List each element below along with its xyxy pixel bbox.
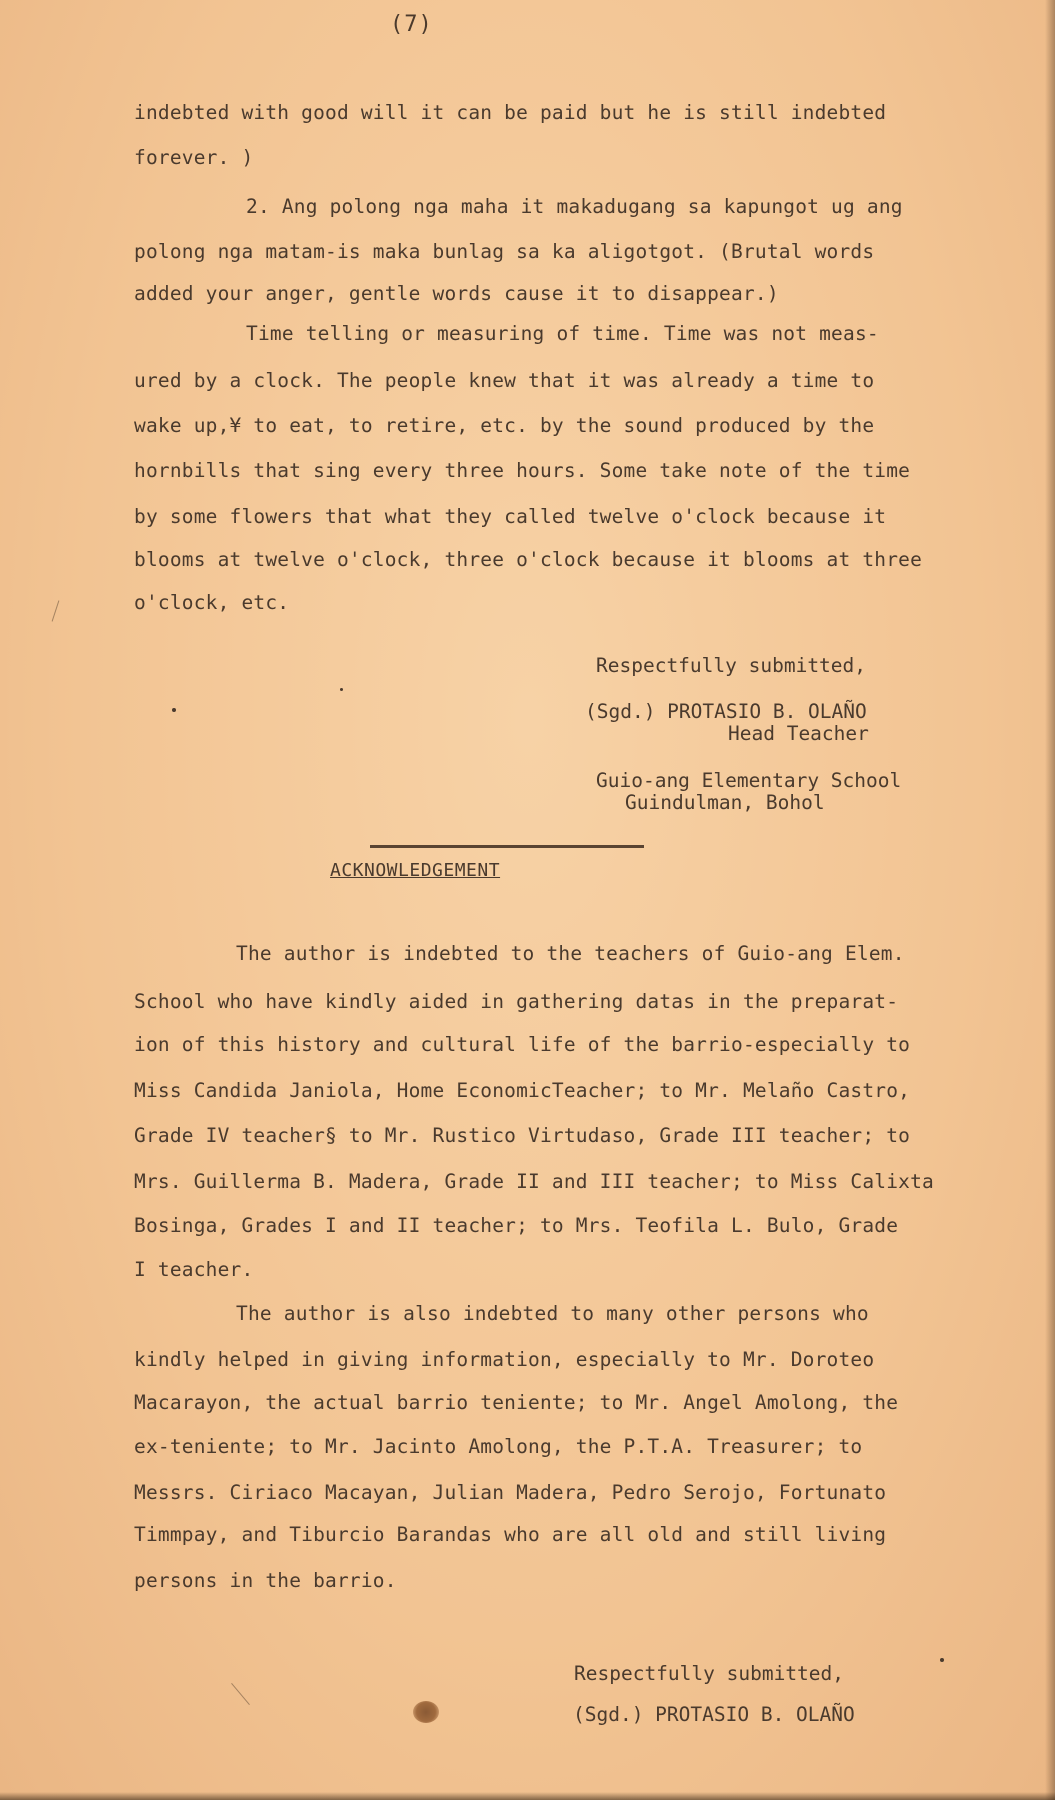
text-line: forever. ): [134, 146, 254, 169]
text-line: polong nga matam-is maka bunlag sa ka aligotgot. (Brutal words: [134, 240, 875, 263]
separator-rule: [370, 845, 644, 848]
signature-closing: Respectfully submitted,: [596, 654, 867, 677]
ink-speck: [340, 688, 343, 691]
acknowledgement-heading: ACKNOWLEDGEMENT: [330, 860, 501, 881]
text-line: School who have kindly aided in gathering datas in the preparat-: [134, 990, 899, 1013]
text-line: Miss Candida Janiola, Home EconomicTeacher; to Mr. Melaño Castro,: [134, 1079, 911, 1102]
text-line: The author is also indebted to many other persons who: [236, 1302, 869, 1325]
text-line: wake up,¥ to eat, to retire, etc. by the sound produced by the: [134, 414, 875, 437]
text-line: Time telling or measuring of time. Time was not meas-: [246, 322, 879, 345]
ink-speck: [172, 708, 176, 712]
ink-speck: [940, 1658, 944, 1662]
text-line: blooms at twelve o'clock, three o'clock because it blooms at three: [134, 548, 923, 571]
text-line: Timmpay, and Tiburcio Barandas who are all old and still living: [134, 1523, 887, 1546]
text-line: ured by a clock. The people knew that it was already a time to: [134, 369, 875, 392]
paper-scratch: [231, 1683, 250, 1705]
page-edge-right: [1045, 0, 1055, 1800]
text-line: ion of this history and cultural life of the barrio-especially to: [134, 1033, 911, 1056]
page-number: (7): [390, 12, 433, 37]
text-line: o'clock, etc.: [134, 591, 290, 614]
paper-scratch: [52, 600, 60, 621]
text-line: The author is indebted to the teachers of Guio-ang Elem.: [236, 942, 905, 965]
text-line: 2. Ang polong nga maha it makadugang sa kapungot ug ang: [246, 195, 903, 218]
text-line: I teacher.: [134, 1258, 254, 1281]
text-line: indebted with good will it can be paid but he is still indebted: [134, 101, 887, 124]
text-line: kindly helped in giving information, especially to Mr. Doroteo: [134, 1348, 875, 1371]
text-line: Grade IV teacher§ to Mr. Rustico Virtudaso, Grade III teacher; to: [134, 1124, 911, 1147]
signature-name: (Sgd.) PROTASIO B. OLAÑO: [573, 1703, 855, 1726]
text-line: ex-teniente; to Mr. Jacinto Amolong, the P.T.A. Treasurer; to: [134, 1435, 863, 1458]
ink-stain: [413, 1701, 439, 1723]
text-line: Macarayon, the actual barrio teniente; to Mr. Angel Amolong, the: [134, 1391, 899, 1414]
text-line: by some flowers that what they called twelve o'clock because it: [134, 505, 887, 528]
text-line: Messrs. Ciriaco Macayan, Julian Madera, Pedro Serojo, Fortunato: [134, 1481, 887, 1504]
text-line: Bosinga, Grades I and II teacher; to Mrs. Teofila L. Bulo, Grade: [134, 1214, 899, 1237]
text-line: persons in the barrio.: [134, 1569, 397, 1592]
text-line: Mrs. Guillerma B. Madera, Grade II and III teacher; to Miss Calixta: [134, 1170, 934, 1193]
text-line: hornbills that sing every three hours. Some take note of the time: [134, 459, 911, 482]
signature-closing: Respectfully submitted,: [574, 1662, 845, 1685]
signature-name: (Sgd.) PROTASIO B. OLAÑO: [585, 700, 867, 723]
signature-title: Head Teacher: [728, 722, 869, 745]
signature-address: Guindulman, Bohol: [625, 791, 825, 814]
text-line: added your anger, gentle words cause it to disappear.): [134, 282, 779, 305]
signature-school: Guio-ang Elementary School: [596, 769, 902, 792]
page-edge-bottom: [0, 1792, 1055, 1800]
